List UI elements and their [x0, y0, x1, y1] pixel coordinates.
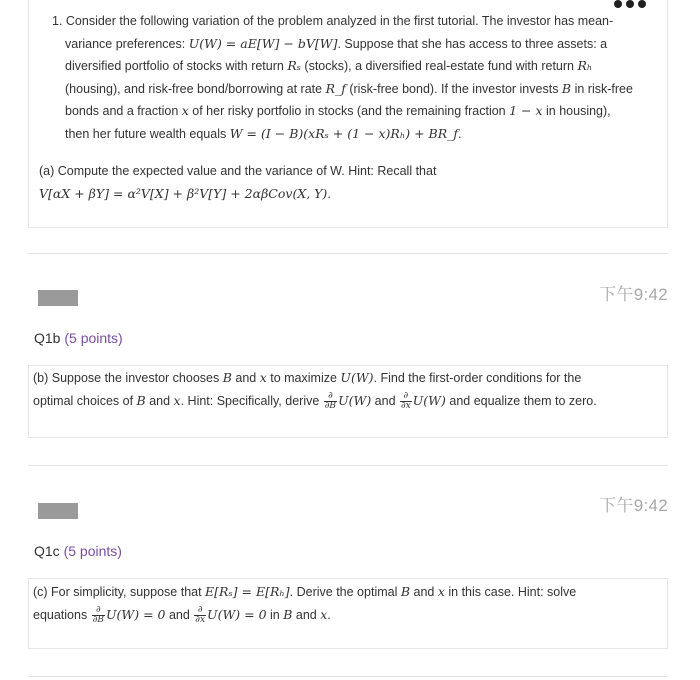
math-b: B	[136, 392, 146, 408]
question-1-text	[52, 10, 662, 145]
part-c-line-1	[33, 581, 665, 604]
part-b-line-2	[33, 390, 665, 413]
math-b: B	[283, 606, 293, 622]
q1-line-4	[52, 78, 662, 101]
math-b: B	[561, 80, 572, 96]
b-text: and	[371, 393, 400, 408]
message-time: 下午9:42	[599, 496, 668, 515]
math-x: x	[320, 606, 328, 622]
question-label: Q1b	[34, 330, 61, 346]
partial-x-fraction	[400, 392, 412, 411]
avatar	[38, 290, 78, 306]
c-text: and	[165, 607, 194, 622]
c-text: (c) For simplicity, suppose that	[33, 585, 206, 599]
c-text: .	[327, 607, 331, 622]
math-x: x	[181, 103, 189, 118]
math-x: x	[173, 392, 181, 408]
math-wealth: W = (I − B)(xRₛ + (1 − x)Rₕ) + BR_f	[229, 125, 459, 141]
divider	[28, 465, 668, 466]
fraction-denominator: ∂B	[92, 614, 104, 625]
b-text: optimal choices of	[33, 393, 137, 408]
math-uw-zero: U(W) = 0	[105, 606, 166, 622]
b-text: (b) Suppose the investor chooses	[33, 371, 223, 385]
q1-text: . Suppose that she has access to three assets: a	[337, 36, 608, 51]
b-text: to maximize	[266, 371, 341, 385]
points-label: (5 points)	[63, 543, 122, 559]
avatar	[38, 503, 78, 519]
math-b: B	[400, 584, 411, 599]
fraction-denominator: ∂x	[401, 400, 411, 411]
math-expectations: E[Rₛ] = E[Rₕ]	[205, 584, 290, 599]
fraction-numerator: ∂	[92, 606, 105, 616]
part-c-text	[33, 581, 665, 626]
more-dots-icon[interactable]	[614, 0, 646, 8]
message-time: 下午9:42	[599, 285, 668, 304]
partial-b-fraction	[324, 392, 337, 411]
q1-text: bonds and a fraction	[65, 104, 182, 118]
q1-text: diversified portfolio of stocks with return	[65, 59, 288, 73]
q1-line-6	[52, 123, 662, 146]
c-text: and	[292, 607, 321, 622]
math-variance: V[αX + βY] = α²V[X] + β²V[Y] + 2αβCov(X, Y)	[39, 185, 328, 201]
fraction-numerator: ∂	[400, 392, 412, 402]
part-a-text-span: (a) Compute the expected value and the variance of W. Hint: Recall that	[39, 164, 437, 178]
q1-text: 1. Consider the following variation of the problem analyzed in the first tutorial. The investor has mean-	[52, 14, 614, 28]
c-text: in this case. Hint: solve	[444, 585, 577, 599]
math-x: x	[437, 584, 445, 599]
b-text: . Hint: Specifically, derive	[180, 393, 323, 408]
b-text: and	[231, 371, 260, 385]
q1-text: variance preferences:	[65, 36, 189, 51]
divider	[28, 253, 668, 254]
points-label: (5 points)	[64, 330, 123, 346]
c-text: equations	[33, 607, 91, 622]
math-b: B	[222, 370, 232, 385]
dot	[614, 0, 622, 8]
part-a-line-2	[39, 183, 659, 206]
q1-line-5	[52, 100, 662, 123]
q1-text: in housing),	[542, 104, 611, 118]
question-title	[34, 543, 122, 559]
fraction-numerator: ∂	[324, 392, 337, 402]
q1-line-1	[52, 10, 662, 33]
b-text: and equalize them to zero.	[445, 393, 597, 408]
q1-text: in risk-free	[571, 81, 633, 96]
q1-text: of her risky portfolio in stocks (and the remaining fraction	[188, 104, 510, 118]
math-uw-zero: U(W) = 0	[207, 606, 267, 622]
c-text: in	[266, 607, 284, 622]
q1-text: (housing), and risk-free bond/borrowing at rate	[65, 81, 326, 96]
math-rs: Rₛ	[287, 58, 301, 73]
math-uw: U(W)	[340, 370, 374, 385]
partial-x-fraction	[194, 606, 206, 625]
c-text: and	[410, 585, 438, 599]
dot	[626, 0, 634, 8]
question-title	[34, 330, 123, 346]
math-uw: U(W)	[412, 392, 446, 408]
math-utility: U(W) = aE[W] − bV[W]	[188, 35, 338, 51]
fraction-numerator: ∂	[194, 606, 206, 616]
math-uw: U(W)	[338, 392, 372, 408]
q1-text: then her future wealth equals	[65, 126, 230, 141]
part-c-line-2	[33, 604, 665, 627]
divider	[28, 676, 668, 677]
fraction-denominator: ∂B	[324, 400, 337, 411]
c-text: . Derive the optimal	[289, 585, 401, 599]
part-b-line-1	[33, 367, 665, 390]
b-text: . Find the first-order conditions for the	[373, 371, 582, 385]
question-label: Q1c	[34, 543, 60, 559]
q1-text: .	[458, 126, 462, 141]
fraction-denominator: ∂x	[195, 614, 206, 625]
math-rf: R_f	[325, 80, 346, 96]
math-x: x	[259, 370, 267, 385]
part-a-text-span: .	[327, 186, 331, 201]
q1-line-3	[52, 55, 662, 78]
q1-text: (risk-free bond). If the investor invests	[345, 81, 562, 96]
q1-text: (stocks), a diversified real-estate fund with return	[300, 59, 578, 73]
partial-b-fraction	[92, 606, 105, 625]
part-a-text	[39, 160, 659, 205]
part-b-text	[33, 367, 665, 412]
math-rh: Rₕ	[577, 58, 593, 73]
q1-line-2	[52, 33, 662, 56]
math-one-minus-x: 1 − x	[509, 103, 543, 118]
b-text: and	[145, 393, 174, 408]
part-a-line-1	[39, 160, 659, 183]
dot	[638, 0, 646, 8]
